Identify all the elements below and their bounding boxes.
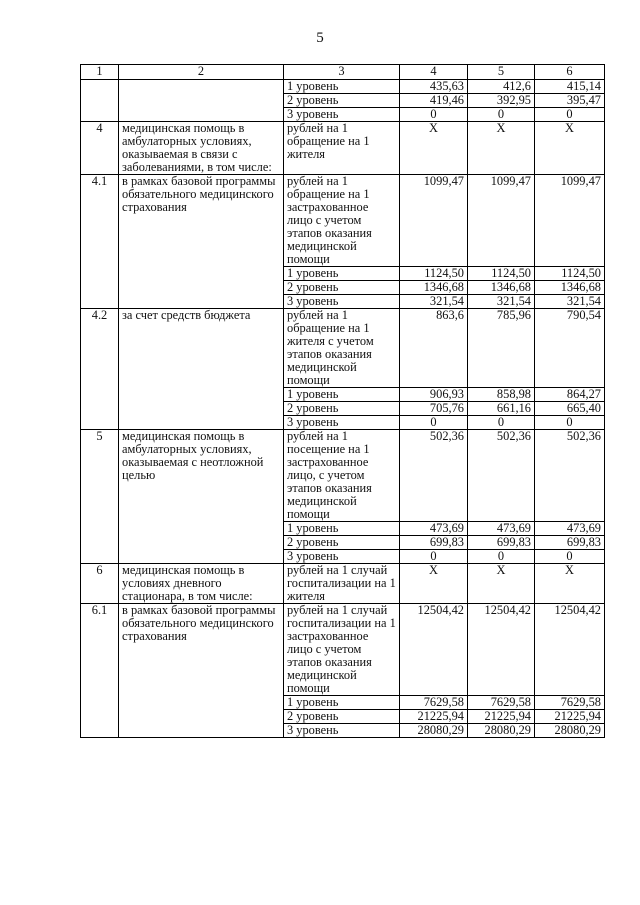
table-row: [81, 80, 605, 94]
row-number: 5: [81, 430, 119, 564]
value-col4: 1099,47: [400, 175, 468, 267]
row-unit: 3 уровень: [284, 416, 400, 430]
header-cell: 4: [400, 65, 468, 80]
value-col4: 502,36: [400, 430, 468, 522]
value-col4: 0: [400, 550, 468, 564]
header-cell: 6: [535, 65, 605, 80]
table-row: [81, 430, 605, 522]
value-col5: 0: [468, 416, 535, 430]
value-col5: 7629,58: [468, 696, 535, 710]
row-unit: 3 уровень: [284, 550, 400, 564]
value-col4: 863,6: [400, 309, 468, 388]
value-col6: X: [535, 564, 605, 604]
row-description: медицинская помощь в амбулаторных условиях, оказываемая в связи с заболеваниями, в том числе:: [119, 122, 284, 175]
value-col5: 321,54: [468, 295, 535, 309]
value-col5: X: [468, 564, 535, 604]
value-col5: X: [468, 122, 535, 175]
value-col6: 790,54: [535, 309, 605, 388]
row-description: в рамках базовой программы обязательного медицинского страхования: [119, 604, 284, 738]
value-col6: 12504,42: [535, 604, 605, 696]
tariff-table: [80, 64, 605, 738]
row-unit: 1 уровень: [284, 522, 400, 536]
value-col5: 21225,94: [468, 710, 535, 724]
value-col4: 321,54: [400, 295, 468, 309]
value-col4: 699,83: [400, 536, 468, 550]
value-col6: 502,36: [535, 430, 605, 522]
value-col5: 1099,47: [468, 175, 535, 267]
value-col5: 1346,68: [468, 281, 535, 295]
row-description: в рамках базовой программы обязательного медицинского страхования: [119, 175, 284, 309]
value-col5: 1124,50: [468, 267, 535, 281]
row-unit: 1 уровень: [284, 388, 400, 402]
value-col4: 419,46: [400, 94, 468, 108]
row-unit: 3 уровень: [284, 108, 400, 122]
value-col5: 0: [468, 108, 535, 122]
row-unit: рублей на 1 случай госпитализации на 1 застрахованное лицо с учетом этапов оказания медицинской помощи: [284, 604, 400, 696]
row-number: 6.1: [81, 604, 119, 738]
value-col6: 473,69: [535, 522, 605, 536]
value-col6: 21225,94: [535, 710, 605, 724]
value-col5: 473,69: [468, 522, 535, 536]
row-number: 6: [81, 564, 119, 604]
value-col5: 699,83: [468, 536, 535, 550]
row-unit: 3 уровень: [284, 295, 400, 309]
row-number: 4.2: [81, 309, 119, 430]
row-unit: 1 уровень: [284, 80, 400, 94]
value-col5: 661,16: [468, 402, 535, 416]
row-number: 4: [81, 122, 119, 175]
table-row: [81, 309, 605, 388]
value-col6: 1099,47: [535, 175, 605, 267]
value-col4: 1124,50: [400, 267, 468, 281]
value-col5: 412,6: [468, 80, 535, 94]
row-number: [81, 80, 119, 122]
row-unit: 2 уровень: [284, 94, 400, 108]
row-unit: рублей на 1 случай госпитализации на 1 жителя: [284, 564, 400, 604]
row-unit: 2 уровень: [284, 710, 400, 724]
value-col6: 0: [535, 550, 605, 564]
header-cell: 5: [468, 65, 535, 80]
row-unit: 2 уровень: [284, 402, 400, 416]
value-col4: 473,69: [400, 522, 468, 536]
page-number: 5: [316, 30, 324, 46]
value-col6: 665,40: [535, 402, 605, 416]
value-col6: 415,14: [535, 80, 605, 94]
row-unit: 2 уровень: [284, 536, 400, 550]
value-col6: X: [535, 122, 605, 175]
value-col4: 1346,68: [400, 281, 468, 295]
value-col6: 699,83: [535, 536, 605, 550]
row-unit: 1 уровень: [284, 267, 400, 281]
table-row: [81, 564, 605, 604]
value-col6: 1124,50: [535, 267, 605, 281]
value-col6: 321,54: [535, 295, 605, 309]
value-col5: 12504,42: [468, 604, 535, 696]
value-col4: X: [400, 564, 468, 604]
row-description: медицинская помощь в амбулаторных условиях, оказываемая с неотложной целью: [119, 430, 284, 564]
value-col4: 435,63: [400, 80, 468, 94]
value-col5: 28080,29: [468, 724, 535, 738]
value-col6: 0: [535, 416, 605, 430]
row-description: медицинская помощь в условиях дневного стационара, в том числе:: [119, 564, 284, 604]
header-cell: 1: [81, 65, 119, 80]
value-col6: 864,27: [535, 388, 605, 402]
row-unit: рублей на 1 обращение на 1 жителя: [284, 122, 400, 175]
value-col4: 7629,58: [400, 696, 468, 710]
row-description: за счет средств бюджета: [119, 309, 284, 430]
value-col4: 705,76: [400, 402, 468, 416]
row-unit: рублей на 1 обращение на 1 жителя с учетом этапов оказания медицинской помощи: [284, 309, 400, 388]
table-row: [81, 122, 605, 175]
row-unit: рублей на 1 обращение на 1 застрахованное лицо с учетом этапов оказания медицинской помощи: [284, 175, 400, 267]
value-col6: 0: [535, 108, 605, 122]
value-col5: 858,98: [468, 388, 535, 402]
value-col4: X: [400, 122, 468, 175]
table-row: [81, 175, 605, 267]
value-col6: 1346,68: [535, 281, 605, 295]
row-unit: 2 уровень: [284, 281, 400, 295]
value-col6: 7629,58: [535, 696, 605, 710]
value-col6: 28080,29: [535, 724, 605, 738]
value-col5: 0: [468, 550, 535, 564]
row-unit: 1 уровень: [284, 696, 400, 710]
row-description: [119, 80, 284, 122]
header-cell: 3: [284, 65, 400, 80]
value-col4: 906,93: [400, 388, 468, 402]
value-col4: 0: [400, 416, 468, 430]
value-col5: 785,96: [468, 309, 535, 388]
value-col4: 12504,42: [400, 604, 468, 696]
table-header-row: [81, 65, 605, 80]
header-cell: 2: [119, 65, 284, 80]
value-col5: 392,95: [468, 94, 535, 108]
row-unit: рублей на 1 посещение на 1 застрахованное лицо, с учетом этапов оказания медицинской помощи: [284, 430, 400, 522]
value-col6: 395,47: [535, 94, 605, 108]
table-row: [81, 604, 605, 696]
value-col4: 0: [400, 108, 468, 122]
row-unit: 3 уровень: [284, 724, 400, 738]
value-col4: 28080,29: [400, 724, 468, 738]
value-col4: 21225,94: [400, 710, 468, 724]
row-number: 4.1: [81, 175, 119, 309]
value-col5: 502,36: [468, 430, 535, 522]
